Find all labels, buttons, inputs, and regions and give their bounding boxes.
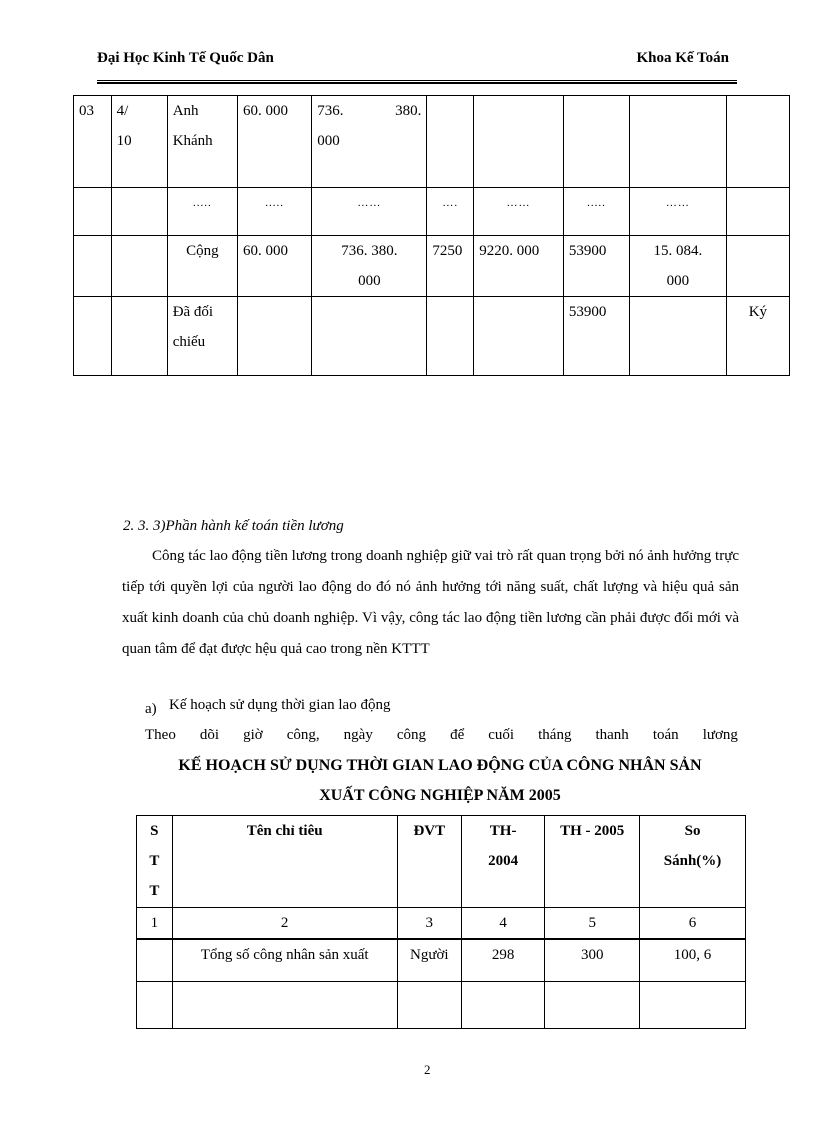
table-cell: [74, 188, 112, 236]
cell-part: 380.: [395, 103, 422, 119]
table-cell: .....: [563, 188, 629, 236]
justified-line: [145, 727, 738, 744]
page-number: 2: [424, 1062, 431, 1077]
table-cell: [312, 236, 427, 297]
table-cell: 53900: [563, 297, 629, 376]
section-heading: 2. 3. 3)Phần hành kế toán tiền lương: [123, 518, 344, 534]
header-th2005: TH - 2005: [545, 816, 640, 908]
table-cell: [563, 96, 629, 188]
header-unit: ĐVT: [397, 816, 461, 908]
cell-line: [317, 96, 421, 126]
cell-line: Anh: [172, 103, 199, 119]
table-cell: Tổng số công nhân sản xuất: [172, 939, 397, 981]
table-cell: [461, 981, 545, 1028]
table-cell: Ký: [726, 297, 789, 376]
word: thanh: [595, 727, 629, 743]
cell-line: 2004: [488, 853, 519, 869]
table-cell: [474, 96, 564, 188]
page-header: [97, 48, 737, 74]
list-item-label: a): [145, 701, 157, 717]
list-item-text: Kế hoạch sử dụng thời gian lao động: [169, 697, 391, 713]
table-cell: 1: [137, 908, 173, 940]
table-cell: .....: [167, 188, 237, 236]
table-cell: [630, 236, 727, 297]
cell-line: Đã đối: [172, 304, 214, 320]
table-cell: .....: [237, 188, 311, 236]
table-cell: 100, 6: [640, 939, 746, 981]
table-cell: [312, 96, 427, 188]
table-cell: 9220. 000: [474, 236, 564, 297]
table-cell: [111, 236, 167, 297]
table-cell: [427, 96, 474, 188]
table-cell: [167, 297, 237, 376]
table-cell: [74, 297, 112, 376]
table-cell: [74, 236, 112, 297]
table-cell: [397, 981, 461, 1028]
table-cell: Cộng: [167, 236, 237, 297]
table-cell: [111, 297, 167, 376]
section-paragraph: [122, 541, 739, 665]
word: để: [450, 727, 465, 743]
table-cell: 3: [397, 908, 461, 940]
header-rule: [97, 80, 737, 84]
header-name: Tên chỉ tiêu: [172, 816, 397, 908]
table-cell: [167, 96, 237, 188]
cell-line: S: [150, 823, 159, 839]
table-cell: [312, 297, 427, 376]
table-cell: 60. 000: [237, 96, 311, 188]
table-title-line-1: KẾ HOẠCH SỬ DỤNG THỜI GIAN LAO ĐỘNG CỦA CÔNG NHÂN SẢN: [178, 757, 702, 774]
table-cell: [640, 981, 746, 1028]
table-cell: [137, 939, 173, 981]
cell-line: 15. 084.: [653, 243, 703, 259]
table-cell: [427, 297, 474, 376]
ledger-table: [73, 95, 790, 376]
table-cell: [630, 96, 727, 188]
word: tháng: [538, 727, 572, 743]
table-row: [74, 297, 790, 376]
word: công,: [286, 727, 320, 743]
word: giờ: [243, 727, 263, 743]
table-cell: ……: [312, 188, 427, 236]
cell-line: T: [149, 853, 160, 869]
table-index-row: [137, 908, 746, 940]
table-row: [74, 96, 790, 188]
table-row: [74, 188, 790, 236]
table-cell: Người: [397, 939, 461, 981]
cell-line: Sánh(%): [663, 853, 722, 869]
cell-part: 736.: [317, 103, 344, 119]
table-cell: 2: [172, 908, 397, 940]
table-title-line-2: XUẤT CÔNG NGHIỆP NĂM 2005: [319, 787, 561, 804]
table-cell: [237, 297, 311, 376]
table-cell: [545, 981, 640, 1028]
cell-line: chiếu: [172, 334, 206, 350]
word: toán: [652, 727, 679, 743]
word: dõi: [199, 727, 220, 743]
cell-line: 4/: [116, 103, 129, 119]
table-row: [74, 236, 790, 297]
cell-line: Khánh: [172, 133, 213, 149]
cell-line: 000: [317, 133, 340, 149]
header-stt: [137, 816, 173, 908]
header-university: Đại Học Kinh Tế Quốc Dân: [97, 50, 274, 66]
table-cell: 6: [640, 908, 746, 940]
word: lương: [702, 727, 738, 743]
word: cuối: [488, 727, 515, 743]
cell-line: So: [684, 823, 701, 839]
cell-line: TH-: [489, 823, 517, 839]
table-cell: [630, 297, 727, 376]
table-cell: 298: [461, 939, 545, 981]
table-cell: [474, 297, 564, 376]
paragraph-text: Công tác lao động tiền lương trong doanh nghiệp giữ vai trò rất quan trọng bởi nó ảnh hưởng trực tiếp tới quyền lợi của người lao động do đó nó ảnh hưởng tới năng suất, chất lượng và hiệu quả sản xuất kinh doanh của chủ doanh nghiệp. Vì vậy, công tác lao động tiền lương cần phải được đổi mới và quan tâm để đạt được hệu quả cao trong nền KTTT: [122, 548, 739, 657]
header-faculty: Khoa Kế Toán: [636, 50, 729, 66]
table-cell: [726, 188, 789, 236]
table-cell: [726, 236, 789, 297]
word: công: [396, 727, 427, 743]
table-cell: ……: [474, 188, 564, 236]
cell-line: 736. 380.: [341, 243, 398, 259]
labor-plan-table: [136, 815, 746, 1029]
table-cell: ……: [630, 188, 727, 236]
table-cell: [111, 96, 167, 188]
table-cell: 4: [461, 908, 545, 940]
table-cell: 7250: [427, 236, 474, 297]
table-cell: 5: [545, 908, 640, 940]
cell-line: T: [149, 883, 160, 899]
table-cell: [111, 188, 167, 236]
header-th2004: [461, 816, 545, 908]
table-cell: ….: [427, 188, 474, 236]
table-row: [137, 981, 746, 1028]
list-item: [145, 697, 391, 717]
cell-line: 000: [358, 273, 381, 289]
table-cell: [137, 981, 173, 1028]
cell-line: 10: [116, 133, 132, 149]
table-cell: 300: [545, 939, 640, 981]
header-compare: [640, 816, 746, 908]
table-cell: 03: [74, 96, 112, 188]
table-cell: 53900: [563, 236, 629, 297]
table-cell: 60. 000: [237, 236, 311, 297]
word: Theo: [145, 727, 176, 743]
table-cell: [726, 96, 789, 188]
cell-line: 000: [666, 273, 690, 289]
table-cell: [172, 981, 397, 1028]
table-header-row: [137, 816, 746, 908]
word: ngày: [343, 727, 373, 743]
table-row: [137, 939, 746, 981]
